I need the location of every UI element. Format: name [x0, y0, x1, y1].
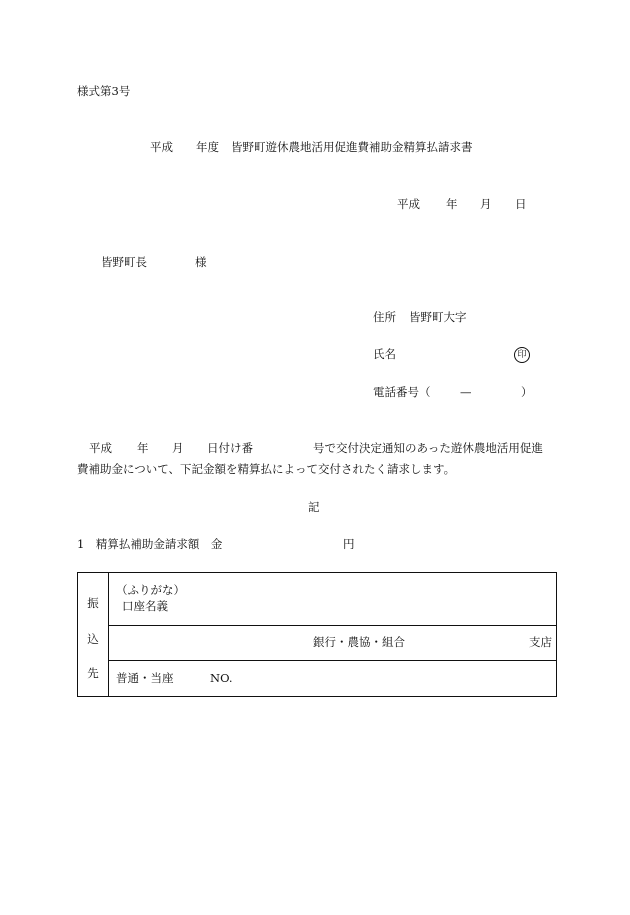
- furigana-label: （ふりがな）: [116, 583, 185, 597]
- item-1-unit: 円: [343, 537, 355, 551]
- title-name: 皆野町遊休農地活用促進費補助金精算払請求書: [231, 140, 473, 154]
- item-1-label: 1 精算払補助金請求額 金: [77, 537, 223, 551]
- account-type-label: 普通・当座: [116, 671, 174, 685]
- date-year: 年: [446, 197, 458, 211]
- date-day: 日: [515, 197, 527, 211]
- body-year: 年: [137, 441, 149, 455]
- body-era: 平成: [89, 441, 112, 455]
- side-char-3: 先: [87, 666, 99, 680]
- address-label: 住所: [373, 310, 396, 324]
- phone-dash: —: [460, 385, 472, 399]
- address-value: 皆野町大字: [409, 310, 467, 324]
- body-month: 月: [172, 441, 184, 455]
- date-era: 平成: [397, 197, 420, 211]
- form-number: 様式第3号: [77, 84, 131, 98]
- branch-label: 支店: [529, 635, 552, 649]
- addressee-name: 皆野町長: [101, 255, 147, 269]
- account-number-cell: [109, 661, 557, 697]
- account-name-label: 口座名義: [122, 599, 168, 613]
- side-char-1: 振: [87, 596, 99, 610]
- body-line2: 費補助金について、下記金額を精算払によって交付されたく請求します。: [77, 462, 456, 476]
- name-label: 氏名: [373, 347, 396, 361]
- date-month: 月: [480, 197, 492, 211]
- seal-mark: 印: [514, 347, 530, 363]
- addressee-honorific: 様: [195, 255, 207, 269]
- side-char-2: 込: [87, 632, 99, 646]
- title-year-suffix: 年度: [196, 140, 219, 154]
- ki-heading: 記: [308, 500, 320, 514]
- bank-branch-cell: [109, 626, 557, 661]
- phone-label: 電話番号（: [373, 385, 431, 399]
- account-name-cell: [109, 573, 557, 626]
- title-era: 平成: [150, 140, 173, 154]
- transfer-destination-label: [78, 573, 109, 697]
- bank-label: 銀行・農協・組合: [313, 635, 405, 649]
- phone-close: ）: [521, 385, 533, 399]
- bank-transfer-table: [77, 572, 557, 697]
- body-date-no: 日付け番: [207, 441, 253, 455]
- account-number-label: NO.: [210, 671, 233, 685]
- body-rest: 号で交付決定通知のあった遊休農地活用促進: [313, 441, 543, 455]
